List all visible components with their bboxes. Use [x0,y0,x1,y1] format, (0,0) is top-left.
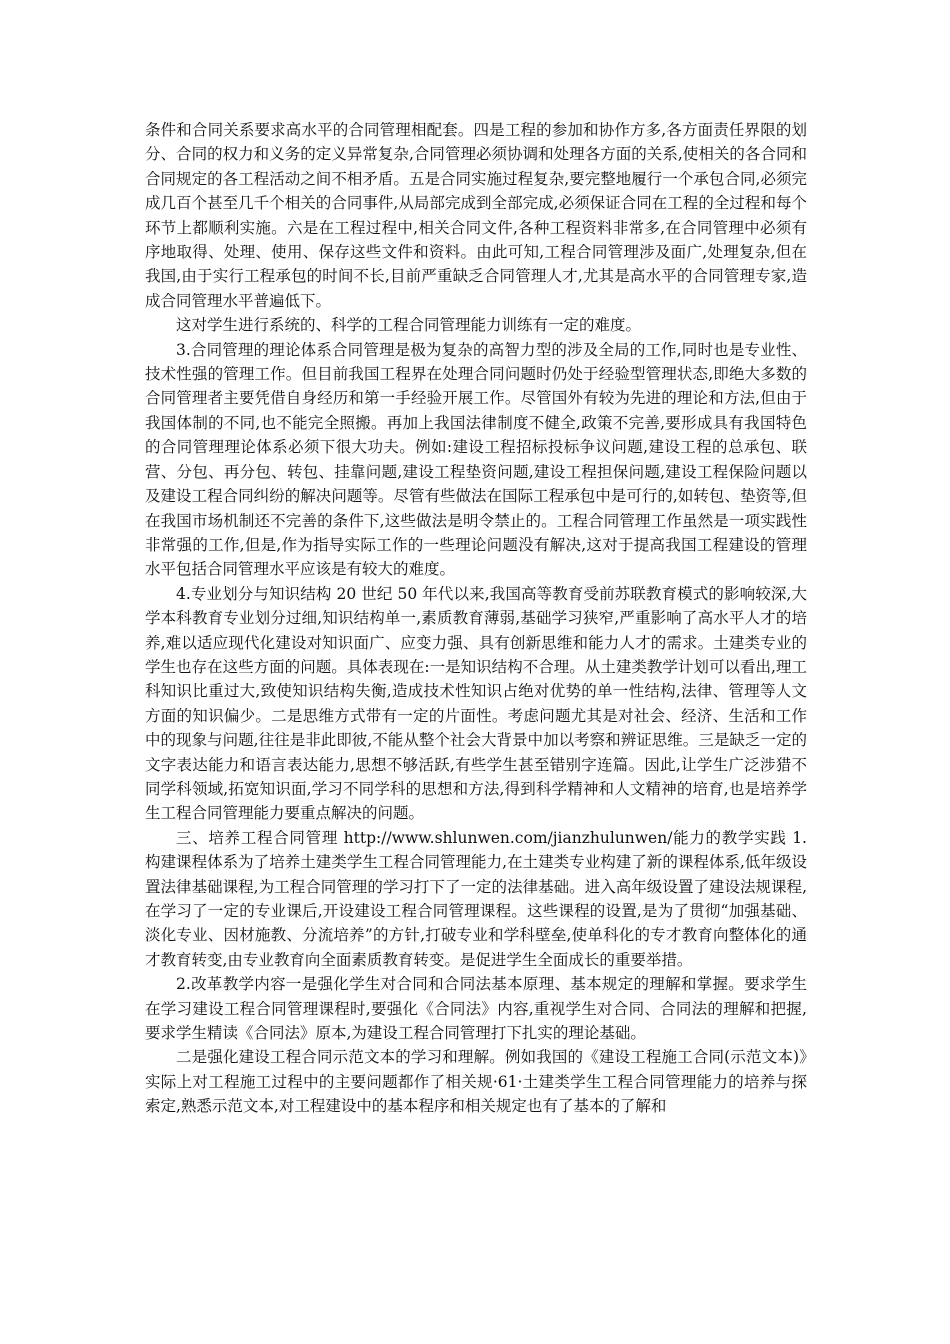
document-body [145,118,807,1119]
paragraph-knowledge-structure: 4.专业划分与知识结构 20 世纪 50 年代以来,我国高等教育受前苏联教育模式的影响较深,大学本科教育专业划分过细,知识结构单一,素质教育薄弱,基础学习狭窄,严重影响了高水平人才的培养,难以适应现代化建设对知识面广、应变力强、具有创新思维和能力人才的需求。土建类专业的学生也存在这些方面的问题。具体表现在:一是知识结构不合理。从土建类教学计划可以看出,理工科知识比重过大,致使知识结构失衡,造成技术性知识占绝对优势的单一性结构,法律、管理等人文方面的知识偏少。二是思维方式带有一定的片面性。考虑问题尤其是对社会、经济、生活和工作中的现象与问题,往往是非此即彼,不能从整个社会大背景中加以考察和辨证思维。三是缺乏一定的文字表达能力和语言表达能力,思想不够活跃,有些学生甚至错别字连篇。因此,让学生广泛涉猎不同学科领域,拓宽知识面,学习不同学科的思想和方法,得到科学精神和人文精神的培育,也是培养学生工程合同管理能力要重点解决的问题。 [145,584,807,823]
paragraph-theory-system: 3.合同管理的理论体系合同管理是极为复杂的高智力型的涉及全局的工作,同时也是专业性、技术性强的管理工作。但目前我国工程界在处理合同问题时仍处于经验型管理状态,即绝大多数的合同管理者主要凭借自身经历和第一手经验开展工作。尽管国外有较为先进的理论和方法,但由于我国体制的不同,也不能完全照搬。再加上我国法律制度不健全,政策不完善,要形成具有我国特色的合同管理理论体系必须下很大功夫。例如:建设工程招标投标争议问题,建设工程的总承包、联营、分包、再分包、转包、挂靠问题,建设工程垫资问题,建设工程担保问题,建设工程保险问题以及建设工程合同纠纷的解决问题等。尽管有些做法在国际工程承包中是可行的,如转包、垫资等,但在我国市场机制还不完善的条件下,这些做法是明令禁止的。工程合同管理工作虽然是一项实践性非常强的工作,但是,作为指导实际工作的一些理论问题没有解决,这对于提高我国工程建设的管理水平包括合同管理水平应该是有较大的难度。 [145,340,807,579]
paragraph-teaching-practice: 三、培养工程合同管理 http://www.shlunwen.com/jianzhulunwen/能力的教学实践 1.构建课程体系为了培养土建类学生工程合同管理能力,在土建类专业构建了新的课程体系,低年级设置法律基础课程,为工程合同管理的学习打下了一定的法律基础。进入高年级设置了建设法规课程,在学习了一定的专业课后,开设建设工程合同管理课程。这些课程的设置,是为了贯彻“加强基础、淡化专业、因材施教、分流培养”的方针,打破专业和学科壁垒,使单科化的专才教育向整体化的通才教育转变,由专业教育向全面素质教育转变。是促进学生全面成长的重要举措。 [145,828,807,969]
paragraph-continuation: 条件和合同关系要求高水平的合同管理相配套。四是工程的参加和协作方多,各方面责任界限的划分、合同的权力和义务的定义异常复杂,合同管理必须协调和处理各方面的关系,使相关的各合同和合同规定的各工程活动之间不相矛盾。五是合同实施过程复杂,要完整地履行一个承包合同,必须完成几百个甚至几千个相关的合同事件,从局部完成到全部完成,必须保证合同在工程的全过程和每个环节上都顺利实施。六是在工程过程中,相关合同文件,各种工程资料非常多,在合同管理中必须有序地取得、处理、使用、保存这些文件和资料。由此可知,工程合同管理涉及面广,处理复杂,但在我国,由于实行工程承包的时间不长,目前严重缺乏合同管理人才,尤其是高水平的合同管理专家,造成合同管理水平普遍低下。 [145,121,807,310]
paragraph-difficulty-note: 这对学生进行系统的、科学的工程合同管理能力训练有一定的难度。 [176,316,642,335]
paragraph-teaching-content: 2.改革教学内容一是强化学生对合同和合同法基本原理、基本规定的理解和掌握。要求学生在学习建设工程合同管理课程时,要强化《合同法》内容,重视学生对合同、合同法的理解和把握,要求学生精读《合同法》原本,为建设工程合同管理打下扎实的理论基础。 [145,975,807,1043]
paragraph-model-text: 二是强化建设工程合同示范文本的学习和理解。例如我国的《建设工程施工合同(示范文本)》实际上对工程施工过程中的主要问题都作了相关规·61·土建类学生工程合同管理能力的培养与探索定,熟悉示范文本,对工程建设中的基本程序和相关规定也有了基本的了解和 [145,1048,807,1116]
